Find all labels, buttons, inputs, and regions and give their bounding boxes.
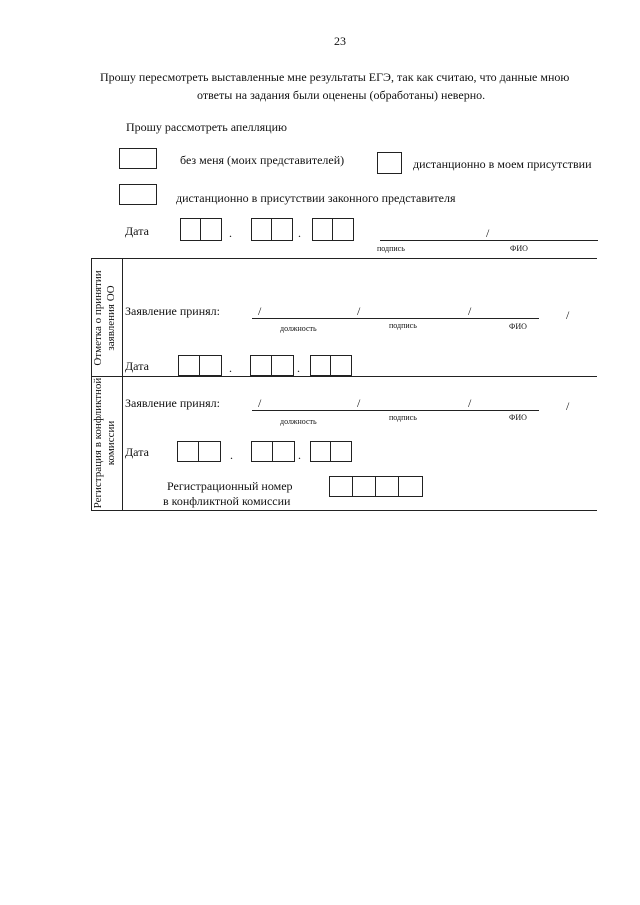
registration-number-cells[interactable] xyxy=(329,476,423,497)
registration-number-label-line1: Регистрационный номер xyxy=(167,479,293,493)
date-dot-separator: . xyxy=(298,448,301,462)
oo-section-side-label: Отметка о принятии заявления ОО xyxy=(92,270,117,366)
applicant-date-label: Дата xyxy=(125,224,149,238)
commission-signature-caption: подпись xyxy=(389,413,417,422)
slash-separator: / xyxy=(258,396,262,410)
slash-separator: / xyxy=(258,304,262,318)
slash-separator: / xyxy=(468,396,472,410)
oo-fio-caption: ФИО xyxy=(509,322,527,331)
option-remote-rep-label: дистанционно в присутствии законного представителя xyxy=(176,191,456,205)
commission-accepted-line[interactable] xyxy=(252,410,539,411)
oo-date-day-cells[interactable] xyxy=(178,355,222,376)
intro-line-1: Прошу пересмотреть выставленные мне результаты ЕГЭ, так как считаю, что данные мною xyxy=(100,70,570,84)
option-remote-rep-checkbox[interactable] xyxy=(119,184,157,205)
slash-separator: / xyxy=(468,304,472,318)
commission-section-bottom-border xyxy=(91,510,597,511)
applicant-fio-caption: ФИО xyxy=(510,244,528,253)
oo-section-bottom-border xyxy=(91,376,597,377)
commission-date-label: Дата xyxy=(125,445,149,459)
commission-fio-caption: ФИО xyxy=(509,413,527,422)
registration-number-label-line2: в конфликтной комиссии xyxy=(163,494,291,508)
oo-date-month-cells[interactable] xyxy=(250,355,294,376)
date-dot-separator: . xyxy=(230,448,233,462)
slash-separator: / xyxy=(357,396,361,410)
applicant-date-day-cells[interactable] xyxy=(180,218,222,241)
date-dot-separator: . xyxy=(229,226,232,240)
commission-date-month-cells[interactable] xyxy=(251,441,295,462)
oo-position-caption: должность xyxy=(280,324,317,333)
option-without-me-label: без меня (моих представителей) xyxy=(180,153,345,167)
applicant-date-year-cells[interactable] xyxy=(312,218,354,241)
applicant-date-month-cells[interactable] xyxy=(251,218,293,241)
oo-accepted-label: Заявление принял: xyxy=(125,304,220,318)
commission-date-day-cells[interactable] xyxy=(177,441,221,462)
slash-separator: / xyxy=(566,308,570,322)
date-dot-separator: . xyxy=(229,361,232,375)
date-dot-separator: . xyxy=(297,361,300,375)
option-remote-me-checkbox[interactable] xyxy=(377,152,402,174)
oo-date-year-cells[interactable] xyxy=(310,355,352,376)
commission-section-side-label: Регистрация в конфликтной комиссии xyxy=(92,377,117,509)
side-column-divider xyxy=(122,258,123,510)
option-without-me-checkbox[interactable] xyxy=(119,148,157,169)
oo-date-label: Дата xyxy=(125,359,149,373)
date-dot-separator: . xyxy=(298,226,301,240)
option-remote-me-label: дистанционно в моем присутствии xyxy=(413,157,592,171)
slash-separator: / xyxy=(357,304,361,318)
intro-line-2: ответы на задания были оценены (обработаны) неверно. xyxy=(197,88,486,102)
page-number: 23 xyxy=(334,34,346,48)
commission-date-year-cells[interactable] xyxy=(310,441,352,462)
oo-accepted-line[interactable] xyxy=(252,318,539,319)
slash-separator: / xyxy=(486,226,490,240)
oo-section-top-border xyxy=(91,258,597,259)
appeal-heading: Прошу рассмотреть апелляцию xyxy=(126,120,287,134)
applicant-signature-caption: подпись xyxy=(377,244,405,253)
commission-accepted-label: Заявление принял: xyxy=(125,396,220,410)
commission-position-caption: должность xyxy=(280,417,317,426)
slash-separator: / xyxy=(566,399,570,413)
oo-signature-caption: подпись xyxy=(389,321,417,330)
